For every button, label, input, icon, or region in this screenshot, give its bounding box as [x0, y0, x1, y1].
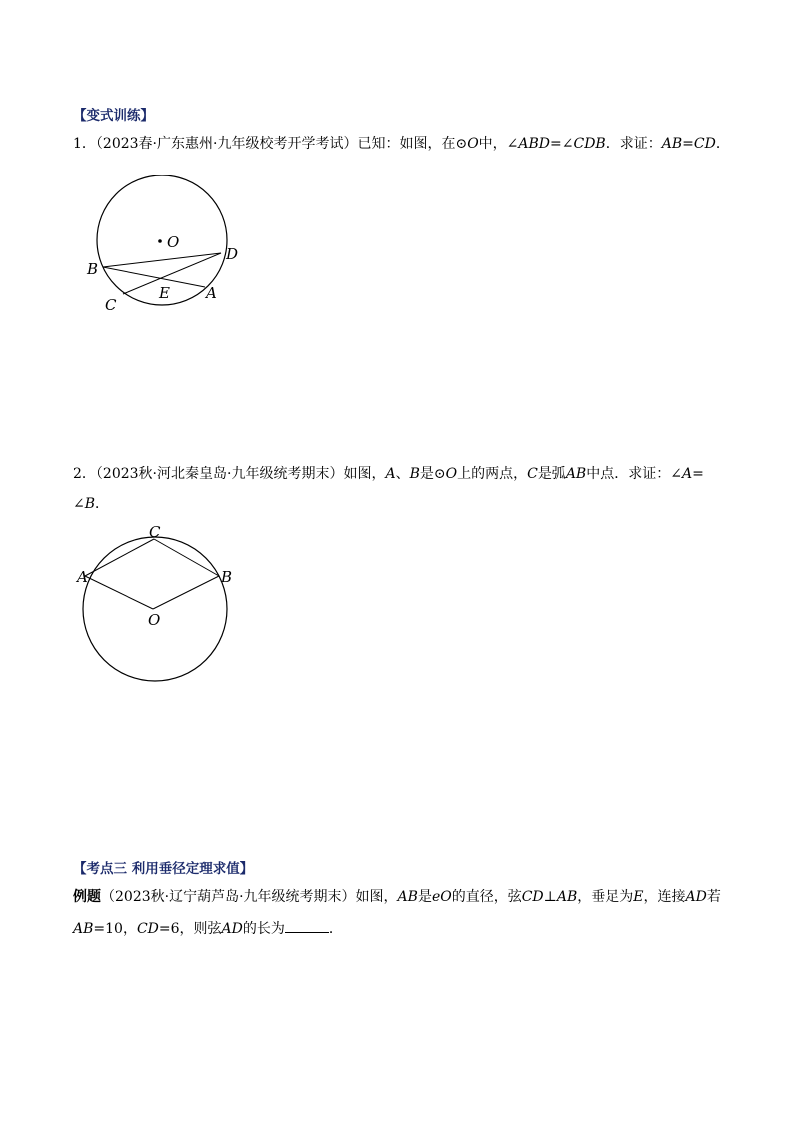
label-b: B	[221, 568, 233, 586]
example-text: 例题（2023秋·辽宁葫芦岛·九年级统考期末）如图，AB是eO的直径，弦CD⊥AB，垂足为E，连接AD若	[73, 889, 721, 905]
section-heading-key-point-three: 【考点三 利用垂径定理求值】	[73, 861, 254, 877]
figure-1-circle-diagram	[80, 175, 250, 320]
segment-ao	[85, 576, 153, 609]
question-2-text: 2．（2023秋·河北秦皇岛·九年级统考期末）如图，A、B是⊙O上的两点，C是弧AB中点．求证：∠A=	[73, 466, 704, 482]
figure-2-circle-diagram	[70, 520, 245, 690]
question-2-number: 2．	[73, 466, 96, 482]
example-source: （2023秋·辽宁葫芦岛·九年级统考期末）	[101, 889, 356, 905]
label-d: D	[226, 245, 239, 263]
question-1-source: （2023春·广东惠州·九年级校考开学考试）	[95, 136, 358, 152]
segment-ac	[85, 539, 154, 576]
chord-ba	[103, 267, 205, 287]
section-heading-variant-training: 【变式训练】	[73, 108, 154, 124]
label-e: E	[159, 284, 170, 302]
label-a: A	[206, 284, 217, 302]
label-c: C	[149, 523, 161, 541]
label-o: O	[148, 611, 161, 629]
question-1-text: 1．（2023春·广东惠州·九年级校考开学考试）已知：如图，在⊙O中，∠ABD=∠CDB．求证：AB=CD．	[73, 136, 730, 152]
answer-blank[interactable]	[285, 918, 329, 933]
question-2-source: （2023秋·河北秦皇岛·九年级统考期末）	[95, 466, 344, 482]
label-b: B	[87, 260, 99, 278]
example-text-line-2: AB=10，CD=6，则弦AD的长为 ．	[73, 918, 343, 939]
question-1-number: 1．	[73, 136, 96, 152]
segment-ob	[153, 576, 219, 609]
question-2-text-line-2: ∠B．	[73, 496, 110, 512]
example-label: 例题	[73, 889, 101, 905]
figure-2-circle	[83, 537, 227, 681]
figure-1-center-dot	[158, 239, 162, 243]
label-c: C	[105, 296, 117, 314]
label-o: O	[167, 233, 180, 251]
label-a: A	[77, 568, 88, 586]
